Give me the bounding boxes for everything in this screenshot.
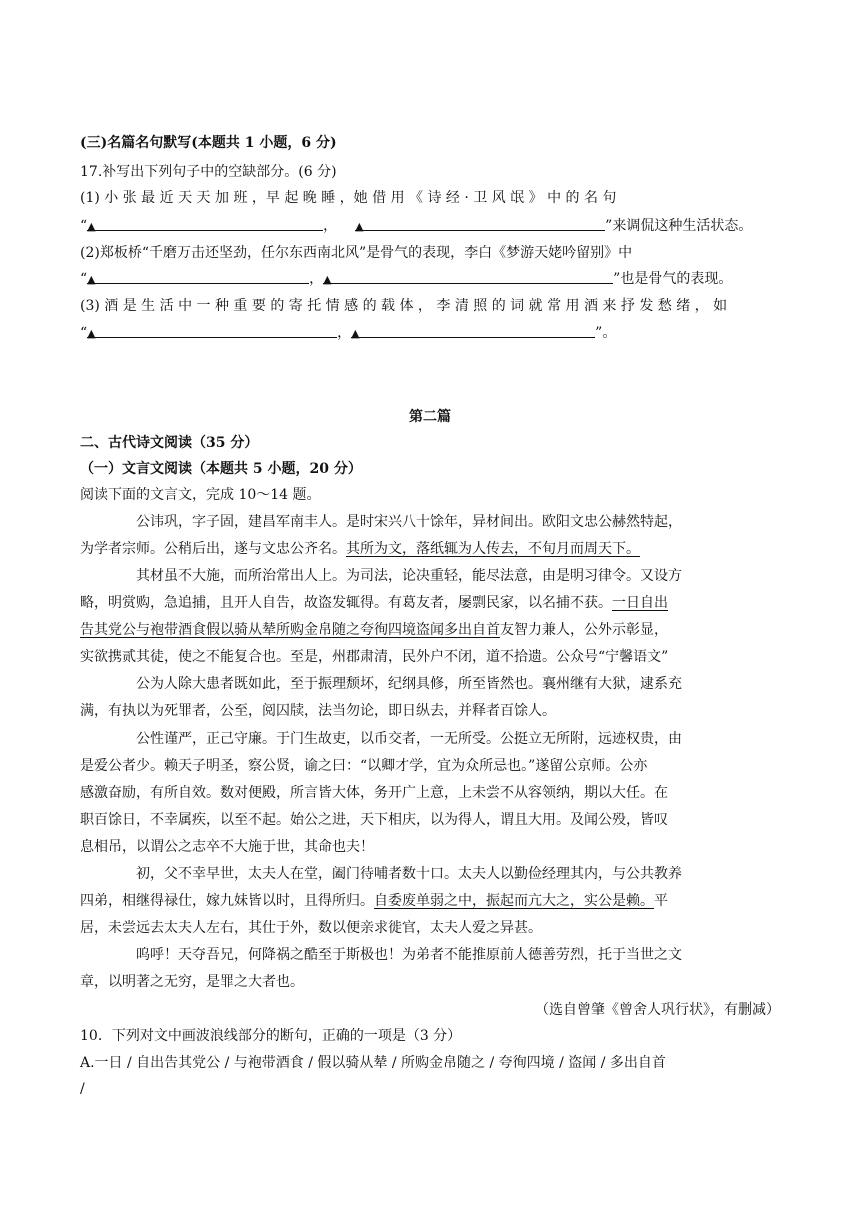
passage-line: 呜呼！天夺吾兄，何降祸之酷至于斯极也！为弟者不能推原前人德善劳烈，托于当世之文	[136, 947, 682, 963]
passage-text: 四弟，相继得禄仕，嫁九妹皆以时，且得所归。	[80, 893, 374, 909]
q17-item2-blanks	[80, 269, 780, 289]
q17-item1-blanks	[80, 216, 780, 236]
passage-line: 公讳巩，字子固，建昌军南丰人。是时宋兴八十馀年，异材间出。欧阳文忠公赫然特起，	[136, 514, 682, 530]
passage-line: 章，以明著之无穷，是罪之大者也。	[80, 974, 304, 990]
answer-blank[interactable]	[323, 269, 613, 284]
passage-text: 略，明赏购，急追捕，且开人自告，故盗发辄得。有葛友者，屡剽民家，以名捕不获。	[80, 595, 612, 611]
comma: ，	[323, 218, 338, 234]
passage-line	[80, 593, 780, 613]
passage-text: 友智力兼人，公外示彰显，	[500, 622, 668, 638]
passage-line	[80, 539, 780, 559]
underlined-sentence: 自委废单弱之中，振起而亢大之，实公是赖。	[374, 893, 654, 909]
answer-blank[interactable]	[87, 216, 323, 231]
passage-line: 初，父不幸早世，太夫人在堂，阖门待哺者数十口。太夫人以勤俭经理其内，与公共教养	[136, 866, 682, 882]
close-quote: ”来调侃这种生活状态。	[605, 218, 753, 234]
passage-line: 职百馀日，不幸属疾，以至不起。始公之进，天下相庆，以为得人，谓且大用。及闻公殁，皆叹	[80, 812, 668, 828]
triangle-icon: ▲	[87, 327, 96, 340]
passage-line	[80, 891, 780, 911]
passage-line: 满，有执以为死罪者，公至，阅囚牍，法当勿论，即日纵去，并释者百馀人。	[80, 703, 556, 719]
passage-text: 平	[654, 893, 668, 909]
subsection1-heading: （一）文言文阅读（本题共 5 小题，20 分）	[80, 461, 362, 477]
passage-line: 公性谨严，正己守廉。于门生故吏，以币交者，一无所受。公挺立无所附，远迹权贵，由	[136, 731, 682, 747]
q17-stem: 17.补写出下列句子中的空缺部分。(6 分)	[80, 164, 337, 180]
passage-text: 为学者宗师。公稍后出，遂与文忠公齐名。	[80, 541, 346, 557]
triangle-icon: ▲	[323, 273, 332, 286]
triangle-icon: ▲	[87, 273, 96, 286]
q17-item3-text: (3) 酒 是 生 活 中 一 种 重 要 的 寄 托 情 感 的 载 体 ， 李 清 照 的 词 就 常 用 酒 来 抒 发 愁 绪 ， 如	[80, 298, 728, 314]
comma: ，	[337, 325, 352, 341]
passage-source: （选自曾肇《曾舍人巩行状》，有删减）	[535, 1002, 780, 1018]
instruction: 阅读下面的文言文，完成 10～14 题。	[80, 487, 321, 503]
open-quote: “	[80, 325, 88, 341]
answer-blank[interactable]	[87, 323, 337, 338]
section3-heading: (三)名篇名句默写(本题共 1 小题，6 分)	[80, 135, 337, 151]
q10-option-a-continued: /	[80, 1081, 85, 1097]
open-quote: “	[80, 218, 88, 234]
close-quote: ”也是骨气的表现。	[613, 271, 733, 287]
passage-line: 息相吊，以谓公之志卒不大施于世，其命也夫！	[80, 839, 374, 855]
passage-line: 是爱公者少。赖天子明圣，察公贤，谕之曰：“以卿才学，宜为众所忌也。”遂留公京师。公亦	[80, 758, 648, 774]
q10-option-a[interactable]: A.一日 / 自出告其党公 / 与袍带酒食 / 假以骑从辇 / 所购金帛随之 / 夸徇四境 / 盗闻 / 多出自首	[80, 1055, 666, 1071]
triangle-icon: ▲	[87, 220, 96, 233]
passage-line: 感激奋励，有所自效。数对便殿，所言皆大体，务开广上意，上未尝不从容领纳，期以大任。在	[80, 785, 668, 801]
q17-item3-blanks	[80, 323, 780, 343]
answer-blank[interactable]	[355, 216, 605, 231]
q17-item2-text: (2)郑板桥“千磨万击还坚劲，任尔东西南北风”是骨气的表现，李白《梦游天姥吟留别》中	[80, 245, 633, 261]
triangle-icon: ▲	[351, 327, 360, 340]
q10-stem: 10．下列对文中画波浪线部分的断句，正确的一项是（3 分）	[80, 1028, 462, 1044]
comma: ，	[309, 271, 324, 287]
open-quote: “	[80, 271, 88, 287]
section2-heading: 二、古代诗文阅读（35 分）	[80, 435, 259, 451]
passage-line: 居，未尝远去太夫人左右，其仕于外，数以便亲求徙官，太夫人爱之异甚。	[80, 920, 542, 936]
wavy-underlined-segment: 一日自出	[612, 595, 668, 611]
underlined-sentence: 其所为文，落纸辄为人传去，不旬月而周天下。	[346, 541, 640, 557]
part2-title: 第二篇	[409, 409, 451, 425]
wavy-underlined-segment: 告其党公与袍带酒食假以骑从辇所购金帛随之夸徇四境盗闻多出自首	[80, 622, 500, 638]
passage-line: 实欲携贰其徒，使之不能复合也。至是，州郡肃清，民外户不闭，道不拾遗。公众号“宁馨语文”	[80, 649, 669, 665]
close-quote: ”。	[595, 325, 617, 341]
answer-blank[interactable]	[351, 323, 595, 338]
q17-item1-text: (1) 小 张 最 近 天 天 加 班 ，早 起 晚 睡 ，她 借 用 《 诗 经 · 卫 风 氓 》 中 的 名 句	[80, 190, 617, 206]
passage-line: 公为人除大患者既如此，至于振理颓坏，纪纲具修，所至皆然也。襄州继有大狱，逮系充	[136, 676, 682, 692]
passage-line: 其材虽不大施，而所治常出人上。为司法，论决重轻，能尽法意，由是明习律令。又设方	[136, 568, 682, 584]
passage-line	[80, 620, 780, 640]
triangle-icon: ▲	[355, 220, 364, 233]
answer-blank[interactable]	[87, 269, 309, 284]
